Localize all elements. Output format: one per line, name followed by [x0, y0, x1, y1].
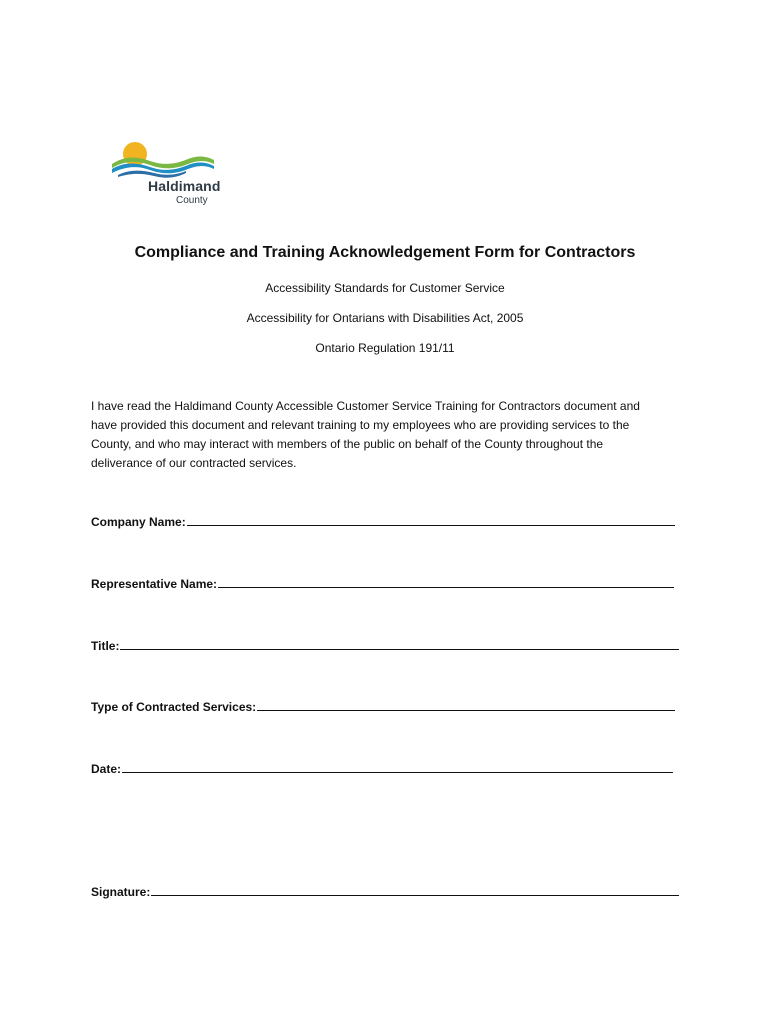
title-label: Title: [91, 639, 120, 653]
acknowledgement-paragraph [91, 397, 691, 473]
paragraph-line: County, and who may interact with members of the public on behalf of the County throughout the [91, 437, 604, 451]
haldimand-county-logo [110, 140, 235, 212]
contracted-services-blank[interactable] [257, 710, 675, 711]
form-title: Compliance and Training Acknowledgement Form for Contractors [134, 244, 636, 261]
representative-name-blank[interactable] [218, 587, 674, 588]
logo-name: Haldimand [148, 178, 221, 194]
signature-field[interactable] [91, 881, 679, 899]
logo-subtitle: County [176, 195, 208, 206]
signature-blank[interactable] [151, 895, 679, 896]
form-subtitle-standard: Accessibility Standards for Customer Service [265, 281, 505, 295]
form-subtitle-act: Accessibility for Ontarians with Disabilities Act, 2005 [246, 311, 524, 325]
paragraph-line: have provided this document and relevant training to my employees who are providing services to the [91, 418, 630, 432]
paragraph-line: I have read the Haldimand County Accessible Customer Service Training for Contractors document and [91, 399, 640, 413]
sun-and-waves-icon [110, 140, 220, 180]
representative-name-field[interactable] [91, 573, 674, 591]
paragraph-line: deliverance of our contracted services. [91, 456, 297, 470]
date-field[interactable] [91, 758, 673, 776]
title-field[interactable] [91, 635, 679, 653]
date-blank[interactable] [122, 772, 673, 773]
company-name-label: Company Name: [91, 515, 186, 529]
company-name-field[interactable] [91, 511, 675, 529]
company-name-blank[interactable] [187, 525, 675, 526]
date-label: Date: [91, 762, 122, 776]
contracted-services-field[interactable] [91, 696, 675, 714]
contracted-services-label: Type of Contracted Services: [91, 700, 257, 714]
signature-label: Signature: [91, 885, 151, 899]
title-blank[interactable] [120, 649, 679, 650]
form-subtitle-regulation: Ontario Regulation 191/11 [315, 341, 455, 355]
representative-name-label: Representative Name: [91, 577, 218, 591]
